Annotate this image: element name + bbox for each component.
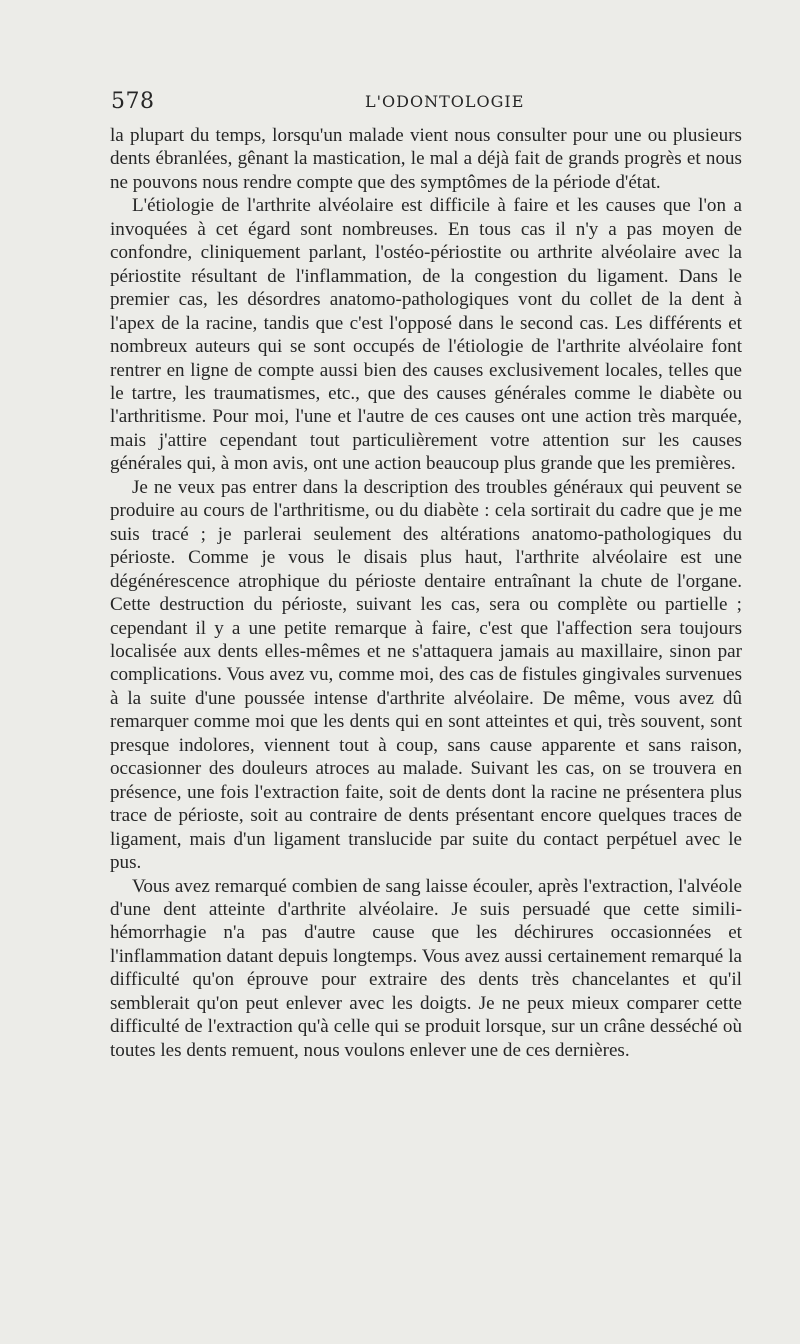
paragraph-2: L'étiologie de l'arthrite alvéolaire est difficile à faire et les causes que l'on a invoquées à cet égard sont nombreuses. En tous cas il n'y a pas moyen de confondre, cliniquement parlant, l'ostéo-périostite ou arthrite alvéolaire avec la périostite résultant de l'inflammation, de la congestion du ligament. Dans le premier cas, les désordres anatomo-pathologiques vont du collet de la dent à l'apex de la racine, tandis que c'est l'opposé dans le second cas. Les différents et nombreux auteurs qui se sont occupés de l'étiologie de l'arthrite alvéolaire font rentrer en ligne de compte aussi bien des causes exclusivement locales, telles que le tartre, les traumatismes, etc., que des causes générales comme le diabète ou l'arthritisme. Pour moi, l'une et l'autre de ces causes ont une action très marquée, mais j'attire cependant tout particulièrement votre attention sur les causes générales qui, à mon avis, ont une action beaucoup plus grande que les premières. — [110, 195, 742, 475]
paragraph-4: Vous avez remarqué combien de sang laisse écouler, après l'extraction, l'alvéole d'une dent atteinte d'arthrite alvéolaire. Je suis persuadé que cette simili-hémorrhagie n'a pas d'autre cause que les déchirures occasionnées et l'inflammation datant depuis longtemps. Vous avez aussi certainement remarqué la difficulté qu'on éprouve pour extraire des dents très chancelantes et qu'il semblerait qu'on peut enlever avec les doigts. Je ne peux mieux comparer cette difficulté de l'extraction qu'à celle qui se produit lorsque, sur un crâne desséché où toutes les dents remuent, nous voulons enlever une de ces dernières. — [110, 875, 742, 1061]
page-header — [111, 87, 741, 119]
running-head: L'ODONTOLOGIE — [365, 92, 525, 111]
paragraph-3: Je ne veux pas entrer dans la description des troubles généraux qui peuvent se produire au cours de l'arthritisme, ou du diabète : cela sortirait du cadre que je me suis tracé ; je parlerai seulement des altérations anatomo-pathologiques du périoste. Comme je vous le disais plus haut, l'arthrite alvéolaire est une dégénérescence atrophique du périoste dentaire entraînant la chute de l'organe. Cette destruction du périoste, suivant les cas, sera ou complète ou partielle ; cependant il y a une petite remarque à faire, c'est que l'affection sera toujours localisée aux dents elles-mêmes et ne s'attaquera jamais au maxillaire, sinon par complications. Vous avez vu, comme moi, des cas de fistules gingivales survenues à la suite d'une poussée intense d'arthrite alvéolaire. De même, vous avez dû remarquer comme moi que les dents qui en sont atteintes et qui, très souvent, sont presque indolores, viennent tout à coup, sans cause apparente et sans raison, occasionner des douleurs atroces au malade. Suivant les cas, on se trouvera en présence, une fois l'extraction faite, soit de dents dont la racine ne présentera plus trace de périoste, soit au contraire de dents présentant encore quelques traces de ligament, mais d'un ligament translucide par suite du contact perpétuel avec le pus. — [110, 476, 742, 874]
paragraph-1: la plupart du temps, lorsqu'un malade vient nous consulter pour une ou plusieurs dents ébranlées, gênant la mastication, le mal a déjà fait de grands progrès et nous ne pouvons nous rendre compte que des symptômes de la période d'état. — [110, 125, 742, 193]
body-text — [110, 124, 742, 1062]
page-number: 578 — [111, 89, 155, 114]
